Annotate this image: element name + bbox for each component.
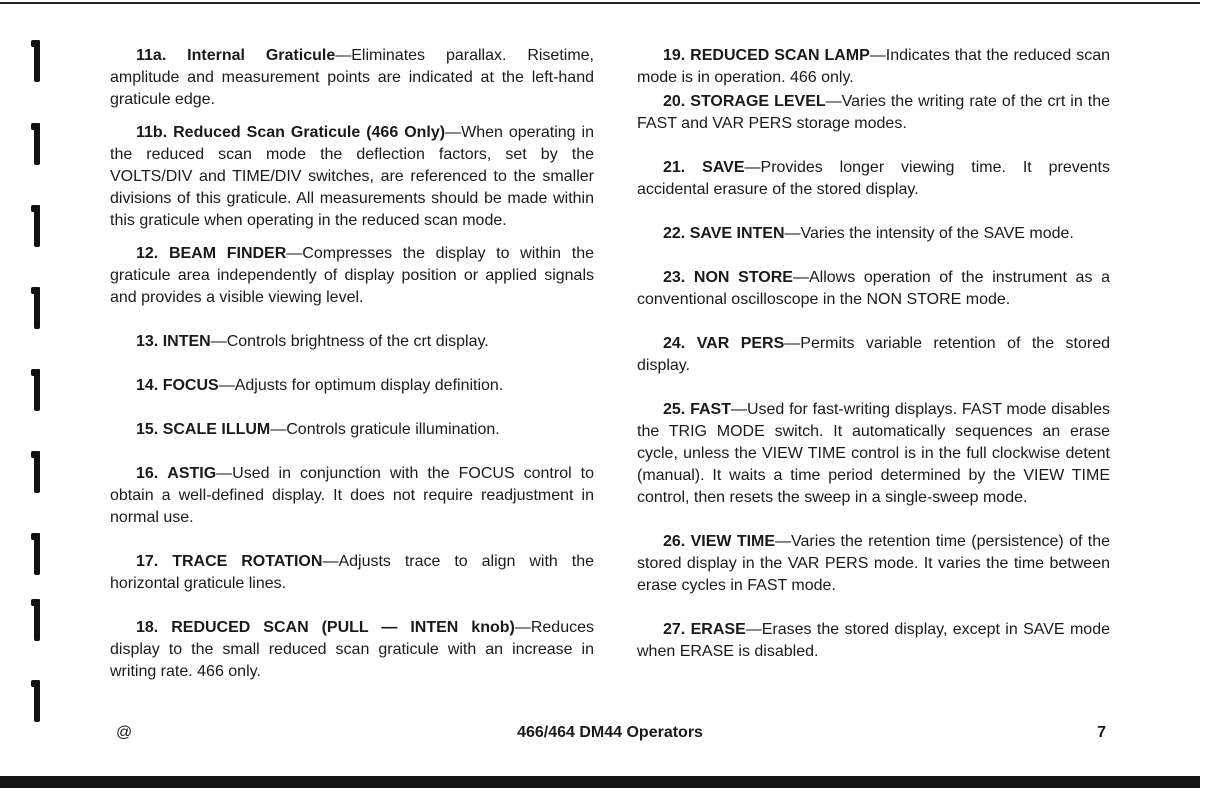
entry-22: 22. SAVE INTEN—Varies the intensity of the SAVE mode. — [663, 225, 1074, 242]
entry-23: 23. NON STORE—Allows operation of the instrument as a conventional oscilloscope in the NON STORE mode. — [637, 269, 1111, 308]
entry-21: 21. SAVE—Provides longer viewing time. It prevents accidental erasure of the stored display. — [637, 159, 1110, 198]
entry-27: 27. ERASE—Erases the stored display, except in SAVE mode when ERASE is disabled. — [637, 621, 1110, 660]
binder-mark — [31, 123, 43, 167]
binder-mark — [31, 205, 43, 249]
entry-16: 16. ASTIG—Used in conjunction with the FOCUS control to obtain a well-defined display. It does not require readjustment in normal use. — [110, 465, 594, 526]
entry-12: 12. BEAM FINDER—Compresses the display to within the graticule area independently of display position or applied signals and provides a visible viewing level. — [110, 245, 595, 306]
binder-mark — [31, 451, 43, 495]
entry-11b: 11b. Reduced Scan Graticule (466 Only)—When operating in the reduced scan mode the deflection factors, set by the VOLTS/DIV and TIME/DIV switches, are referenced to the smaller divisions of this graticule. All measurements should be made within this graticule when operating in the reduced scan mode. — [110, 124, 595, 229]
right-column — [637, 45, 1110, 663]
footer-title: 466/464 DM44 Operators — [517, 724, 703, 741]
entry-17: 17. TRACE ROTATION—Adjusts trace to align with the horizontal graticule lines. — [110, 553, 595, 592]
binder-mark — [31, 599, 43, 643]
entry-19: 19. REDUCED SCAN LAMP—Indicates that the reduced scan mode is in operation. 466 only. — [637, 47, 1111, 86]
entry-14: 14. FOCUS—Adjusts for optimum display definition. — [136, 377, 504, 394]
entry-18: 18. REDUCED SCAN (PULL — INTEN knob)—Reduces display to the small reduced scan graticule with an increase in writing rate. 466 only. — [110, 619, 594, 680]
entry-15: 15. SCALE ILLUM—Controls graticule illumination. — [136, 421, 500, 438]
binder-mark — [31, 287, 43, 331]
footer-symbol: @ — [116, 724, 133, 741]
page-number: 7 — [1097, 724, 1106, 741]
entry-13: 13. INTEN—Controls brightness of the crt display. — [136, 333, 489, 350]
binder-mark — [31, 533, 43, 577]
entry-11a: 11a. Internal Graticule—Eliminates parallax. Risetime, amplitude and measurement points are indicated at the left-hand graticule edge. — [110, 47, 594, 108]
bottom-band — [0, 776, 1200, 788]
entry-20: 20. STORAGE LEVEL—Varies the writing rate of the crt in the FAST and VAR PERS storage modes. — [637, 93, 1110, 132]
entry-24: 24. VAR PERS—Permits variable retention of the stored display. — [637, 335, 1110, 374]
entry-26: 26. VIEW TIME—Varies the retention time (persistence) of the stored display in the VAR PERS mode. It varies the time between erase cycles in FAST mode. — [637, 533, 1110, 594]
binder-mark — [31, 40, 43, 84]
entry-25: 25. FAST—Used for fast-writing displays. FAST mode disables the TRIG MODE switch. It automatically sequences an erase cycle, unless the VIEW TIME control is in the full clockwise detent (manual). It waits a time period determined by the VIEW TIME control, then resets the sweep in a single-sweep mode. — [637, 401, 1110, 506]
top-rule — [0, 2, 1200, 4]
binder-mark — [31, 369, 43, 413]
binder-mark — [31, 680, 43, 724]
left-column — [110, 45, 594, 683]
page-footer — [110, 722, 1110, 744]
